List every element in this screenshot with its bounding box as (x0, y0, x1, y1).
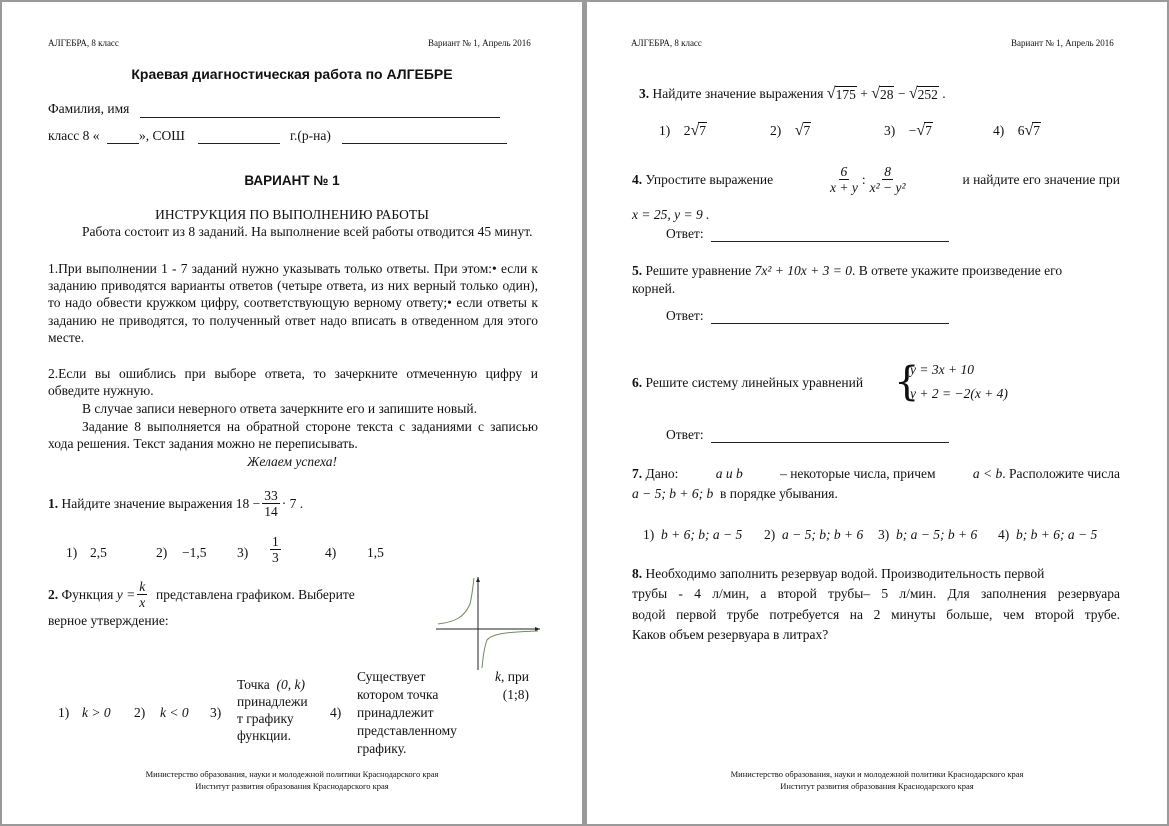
q1-expr-a: 18 − (235, 495, 261, 511)
question-5 (632, 263, 1062, 279)
question-4 (632, 164, 1120, 195)
q3-opt4-num: 4) (993, 123, 1005, 138)
q1-text: Найдите значение выражения (61, 495, 233, 511)
q1-fraction-den: 14 (264, 504, 278, 519)
q2-opt4-text: котором точка (357, 687, 439, 702)
instruction-title: ИНСТРУКЦИЯ ПО ВЫПОЛНЕНИЮ РАБОТЫ (155, 207, 429, 222)
graph-y-arrow (476, 577, 480, 582)
name-label: Фамилия, имя (48, 101, 130, 116)
q2-opt3-l1 (237, 677, 305, 693)
hyperbola-graph (434, 574, 542, 672)
q3-rad-1: 175 (835, 86, 856, 102)
q2-opt2-num[interactable]: 2) (134, 705, 146, 720)
q7-opt1[interactable] (643, 527, 742, 543)
q1-opt3-den: 3 (272, 550, 279, 565)
q3-opt2[interactable]: 2) √7 (770, 122, 811, 139)
q8-number: 8. (632, 566, 643, 581)
q1-opt2-val: −1,5 (182, 545, 207, 560)
q1-opt2-num[interactable]: 2) (156, 545, 168, 560)
q1-number: 1. (48, 495, 59, 511)
q3-opt4-rad: 7 (1033, 123, 1041, 138)
q7-line-2 (632, 486, 838, 502)
q5-answer-label: Ответ: (666, 308, 704, 323)
q7-opt3-num: 3) (878, 527, 890, 542)
q1-opt3-num[interactable]: 3) (237, 545, 249, 560)
q7-opt2-num: 2) (764, 527, 776, 542)
q7-opt4-num: 4) (998, 527, 1010, 542)
q2-text-c: верное утверждение: (48, 613, 169, 628)
q3-opt3[interactable]: 3) −√7 (884, 122, 932, 139)
q3-radical-3: √ (908, 85, 918, 102)
q3-opt1-rad: 7 (699, 123, 707, 138)
instruction-p2: 1.При выполнении 1 - 7 заданий нужно указывать только ответы. При этом:• если к заданию приводятся варианты ответов (четыре ответа, из них верный только один), то надо обвести кружком цифру, соответствующую верному ответу;• если ответы к заданию не приводятся, то полученный ответ надо вписать в отведенном для этого месте. (48, 261, 538, 345)
q4-text-b: и найдите его значение при (962, 171, 1120, 187)
q3-opt4[interactable]: 4) 6√7 (993, 122, 1041, 139)
q2-opt3-point: (0, k) (276, 677, 306, 692)
q6-number: 6. (632, 375, 643, 390)
q2-opt2-val: k < 0 (160, 705, 189, 720)
q2-opt4-comma: , при (501, 669, 529, 684)
q7-opt3-val: b; a − 5; b + 6 (896, 527, 978, 542)
q4-answer-label: Ответ: (666, 226, 704, 241)
q8-line-4: Каков объем резервуара в литрах? (632, 627, 829, 642)
q5-text-a: Решите уравнение (645, 263, 752, 278)
q7-text-d: в порядке убывания. (719, 486, 838, 501)
q3-opt3-coef: − (908, 123, 917, 138)
q3-opt2-num: 2) (770, 123, 782, 138)
footer-institute: Институт развития образования Краснодарского края (780, 781, 974, 791)
q2-text-a: Функция (61, 586, 114, 602)
variant-title: ВАРИАНТ № 1 (244, 173, 340, 188)
question-2 (48, 579, 355, 610)
q6-answer-line[interactable] (711, 442, 949, 443)
q2-opt4-l1 (357, 669, 529, 685)
q4-f1-den: x + y (830, 180, 858, 195)
q2-opt4-l3: принадлежит (357, 705, 434, 720)
q5-equation: 7x² + 10x + 3 = 0 (754, 263, 852, 278)
q2-fraction (137, 579, 147, 610)
q7-number: 7. (632, 466, 643, 481)
q1-opt3-num-top: 1 (272, 534, 279, 549)
q3-opt1-num: 1) (659, 123, 671, 138)
q3-opt4-coef: 6 (1017, 123, 1025, 138)
q1-fraction-num: 33 (264, 488, 278, 503)
q3-opt2-rad: 7 (803, 123, 811, 138)
header-variant: Вариант № 1, Апрель 2016 (1011, 38, 1114, 48)
q1-opt4-num[interactable]: 4) (325, 545, 337, 560)
right-page (587, 2, 1167, 824)
wish-text: Желаем успеха! (246, 454, 338, 469)
q7-sequence: a − 5; b + 6; b (632, 486, 714, 501)
q1-opt1-val: 2,5 (90, 545, 107, 560)
q6-eq1: y = 3x + 10 (910, 362, 974, 377)
q7-text-a: Дано: (645, 466, 679, 481)
q1-expr-b: · 7 . (281, 495, 304, 511)
q2-y-eq: y = (116, 586, 136, 602)
graph-branch-left (438, 578, 474, 624)
footer-ministry: Министерство образования, науки и молодежной политики Краснодарского края (730, 769, 1024, 779)
header-subject: АЛГЕБРА, 8 класс (48, 38, 119, 48)
q6-answer-label: Ответ: (666, 427, 704, 442)
q7-inequality: a < b (972, 466, 1003, 481)
instruction-p4: В случае записи неверного ответа зачеркните его и запишите новый. (82, 401, 477, 416)
q8-line-2: трубы - 4 л/мин, а второй трубы– 5 л/мин. Для заполнения резервуара (632, 586, 1120, 601)
q2-opt4-word: Существует (357, 669, 426, 684)
q7-opt4[interactable] (998, 527, 1097, 543)
q2-opt4-k: k (495, 669, 502, 684)
q8-line-1 (632, 566, 1120, 582)
q4-f2-den: x² − y² (869, 180, 906, 195)
instruction-p5: Задание 8 выполняется на обратной стороне текста с заданиями с записью хода решения. Текст задания можно не переписывать. (48, 419, 538, 451)
q7-text-c: . Расположите числа (1002, 466, 1120, 481)
q2-opt3-l4: функции. (237, 728, 291, 743)
q6-eq2: y + 2 = −2(x + 4) (910, 386, 1008, 401)
graph-x-arrow (535, 627, 540, 631)
q1-opt1-num[interactable]: 1) (66, 545, 78, 560)
q7-opt2[interactable] (764, 527, 863, 543)
q7-text-b: – некоторые числа, причем (780, 466, 936, 481)
footer-ministry: Министерство образования, науки и молодежной политики Краснодарского края (145, 769, 439, 779)
question-3: 3. Найдите значение выражения √ 175 + √ 28 − √ 252 . (639, 85, 946, 102)
q2-number: 2. (48, 586, 59, 602)
class-label-b: », СОШ (139, 128, 185, 143)
class-label-a: класс 8 « (48, 128, 100, 143)
question-6 (632, 375, 863, 391)
q4-f1-num: 6 (840, 164, 848, 179)
q5-text-b: . В ответе укажите произведение его (851, 263, 1063, 278)
q6-text: Решите систему линейных уравнений (645, 375, 864, 390)
q3-radical-2: √ (871, 85, 880, 102)
header-variant: Вариант № 1, Апрель 2016 (428, 38, 531, 48)
q2-frac-x: x (139, 595, 146, 610)
city-label: г.(р-на) (290, 128, 331, 143)
q7-opt1-val: b + 6; b; a − 5 (661, 527, 743, 542)
q2-frac-k: k (139, 579, 146, 594)
q7-ab: a и b (715, 466, 743, 481)
q5-text-c: корней. (632, 281, 676, 296)
q2-opt3-l3: т графику (237, 711, 294, 726)
left-page (2, 2, 582, 824)
q2-opt4-l2 (357, 687, 529, 703)
name-line[interactable] (140, 117, 500, 118)
footer-institute: Институт развития образования Краснодарского края (195, 781, 389, 791)
q4-f2-num: 8 (884, 164, 891, 179)
q1-opt4-val: 1,5 (367, 545, 384, 560)
header-subject: АЛГЕБРА, 8 класс (631, 38, 702, 48)
q1-fraction (262, 488, 280, 519)
q7-opt1-num: 1) (643, 527, 655, 542)
q7-opt2-val: a − 5; b; b + 6 (782, 527, 864, 542)
q3-opt3-rad: 7 (925, 123, 932, 138)
q3-rad-2: 28 (879, 86, 894, 102)
instruction-p1: Работа состоит из 8 заданий. На выполнение всей работы отводится 45 минут. (82, 224, 533, 239)
page-title: Краевая диагностическая работа по АЛГЕБРЕ (131, 66, 453, 82)
q2-opt4-l5: графику. (357, 741, 407, 756)
q1-opt3-val (268, 534, 283, 565)
q2-opt4-point: (1;8) (502, 687, 529, 702)
q4-condition: x = 25, y = 9 . (632, 207, 710, 222)
q4-expression: $\frac{6}{x + y}$ : $\frac{8}{\text{x² − y²}}$ (830, 164, 906, 195)
school-line[interactable] (198, 143, 280, 144)
q3-opt3-num: 3) (884, 123, 896, 138)
q2-opt4-num[interactable]: 4) (330, 705, 342, 720)
q8-text-1: Необходимо заполнить резервуар водой. Производительность первой (645, 566, 1045, 581)
q7-opt3[interactable] (878, 527, 977, 543)
graph-branch-right (482, 631, 538, 668)
question-1 (48, 488, 303, 519)
q5-answer-line[interactable] (711, 323, 949, 324)
q3-number: 3. (639, 86, 650, 101)
q5-number: 5. (632, 263, 643, 278)
q3-opt1-coef: 2 (683, 123, 691, 138)
q2-opt3-word: Точка (237, 677, 270, 692)
q7-opt4-val: b; b + 6; a − 5 (1016, 527, 1098, 542)
q6-system-brace: { (894, 359, 920, 405)
class-line[interactable] (107, 143, 139, 144)
q4-answer-line[interactable] (711, 241, 949, 242)
q3-text: Найдите значение выражения (652, 86, 824, 101)
instruction-p3: 2.Если вы ошиблись при выборе ответа, то зачеркните отмеченную цифру и обведите нужную. (48, 366, 538, 398)
city-line[interactable] (342, 143, 507, 144)
q3-opt1[interactable]: 1) 2√7 (659, 122, 707, 139)
question-7 (632, 466, 1120, 482)
q8-line-3: водой первой трубе потребуется на 2 минуты больше, чем второй трубе. (632, 607, 1120, 622)
q4-text-a: Упростите выражение (645, 171, 774, 187)
q3-radical-1: √ (826, 85, 836, 102)
q2-opt3-l2: принадлежи (237, 694, 308, 709)
q2-opt4-l4: представленному (357, 723, 457, 738)
q2-opt1-val: k > 0 (82, 705, 111, 720)
q2-opt3-num[interactable]: 3) (210, 705, 222, 720)
q3-rad-3: 252 (917, 86, 938, 102)
q2-opt1-num[interactable]: 1) (58, 705, 70, 720)
q4-number: 4. (632, 171, 643, 187)
q2-text-b: представлена графиком. Выберите (155, 586, 355, 602)
